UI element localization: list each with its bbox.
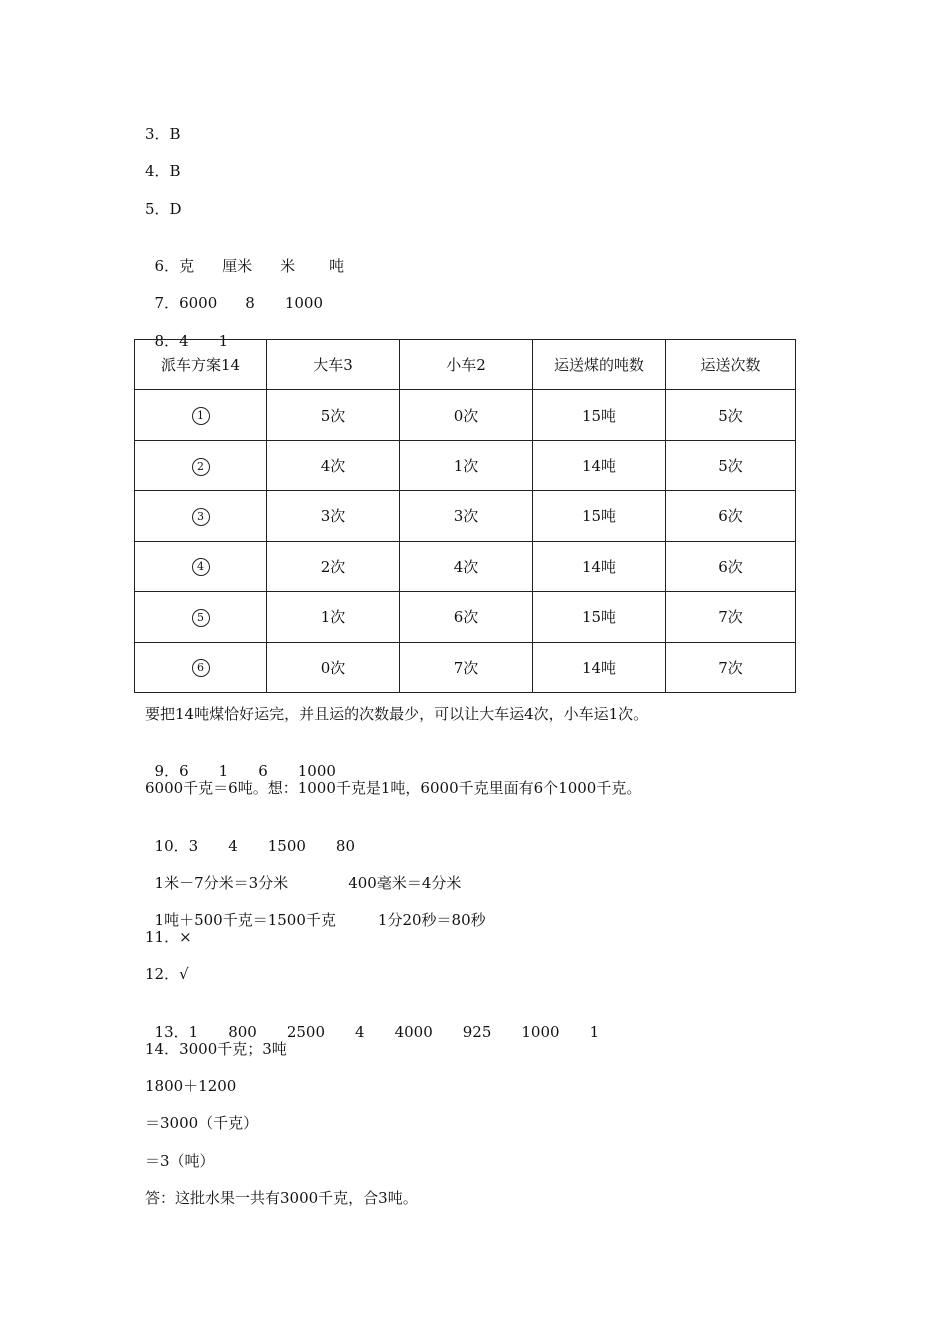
- table-cell: 3次: [267, 491, 400, 541]
- table-cell: 1次: [400, 440, 533, 490]
- answer-10: 10．3 4 1500 80: [154, 837, 356, 855]
- plan-number: 6: [192, 659, 210, 677]
- answer-9-note: 6000千克＝6吨。想：1000千克是1吨，6000千克里面有6个1000千克。: [145, 779, 642, 797]
- table-cell: 7次: [666, 642, 796, 692]
- answer-14-step-3: ＝3（吨）: [145, 1152, 215, 1170]
- table-header: 派车方案14: [135, 340, 267, 390]
- table-cell: 14吨: [533, 541, 666, 591]
- table-cell: 3次: [400, 491, 533, 541]
- answer-14-conclusion: 答：这批水果一共有3000千克，合3吨。: [145, 1189, 418, 1207]
- table-cell: 4次: [400, 541, 533, 591]
- answer-13: 13．1 800 2500 4 4000 925 1000 1: [154, 1023, 600, 1041]
- table-header: 大车3: [267, 340, 400, 390]
- table-header: 小车2: [400, 340, 533, 390]
- table-row: [135, 642, 796, 692]
- table-cell: 0次: [267, 642, 400, 692]
- answer-4: 4．B: [145, 162, 181, 180]
- table-row: [135, 440, 796, 490]
- table-cell: 7次: [666, 592, 796, 642]
- table-cell: 5次: [666, 440, 796, 490]
- table-header-row: [135, 340, 796, 390]
- table-cell: 6次: [400, 592, 533, 642]
- plan-number: 2: [192, 458, 210, 476]
- plan-number: 5: [192, 609, 210, 627]
- answer-14-step-1: 1800＋1200: [145, 1077, 237, 1095]
- answer-3: 3．B: [145, 125, 181, 143]
- table-cell: 15吨: [533, 592, 666, 642]
- table-row: [135, 491, 796, 541]
- answer-8: 8．4 1: [154, 332, 229, 350]
- table-row: [135, 390, 796, 440]
- answer-10-work-a: 1米－7分米＝3分米 400毫米＝4分米: [154, 874, 462, 892]
- answer-14: 14．3000千克；3吨: [145, 1040, 287, 1058]
- table-row: [135, 592, 796, 642]
- answer-12: 12．√: [145, 965, 189, 983]
- table-header: 运送煤的吨数: [533, 340, 666, 390]
- table-cell: 2次: [267, 541, 400, 591]
- answer-10-work-b: 1吨＋500千克＝1500千克 1分20秒＝80秒: [154, 911, 486, 929]
- table-cell: 6次: [666, 541, 796, 591]
- answer-14-step-2: ＝3000（千克）: [145, 1114, 259, 1132]
- table-cell: 14吨: [533, 440, 666, 490]
- answer-9: 9．6 1 6 1000: [154, 762, 336, 780]
- table-row: [135, 541, 796, 591]
- table-cell: 6次: [666, 491, 796, 541]
- plan-number: 3: [192, 508, 210, 526]
- answer-6: 6．克 厘米 米 吨: [154, 257, 345, 275]
- answer-11: 11．×: [145, 928, 192, 946]
- table-cell: 1次: [267, 592, 400, 642]
- table-cell: 15吨: [533, 390, 666, 440]
- table-cell: 14吨: [533, 642, 666, 692]
- table-cell: 4次: [267, 440, 400, 490]
- answer-5: 5．D: [145, 200, 182, 218]
- table-header: 运送次数: [666, 340, 796, 390]
- plan-number: 4: [192, 558, 210, 576]
- answer-8-note: 要把14吨煤恰好运完，并且运的次数最少，可以让大车运4次，小车运1次。: [145, 705, 649, 723]
- plan-number: 1: [192, 407, 210, 425]
- dispatch-plan-table: [134, 339, 796, 693]
- answer-7: 7．6000 8 1000: [154, 294, 323, 312]
- table-cell: 7次: [400, 642, 533, 692]
- table-cell: 5次: [267, 390, 400, 440]
- table-cell: 0次: [400, 390, 533, 440]
- table-cell: 15吨: [533, 491, 666, 541]
- table-cell: 5次: [666, 390, 796, 440]
